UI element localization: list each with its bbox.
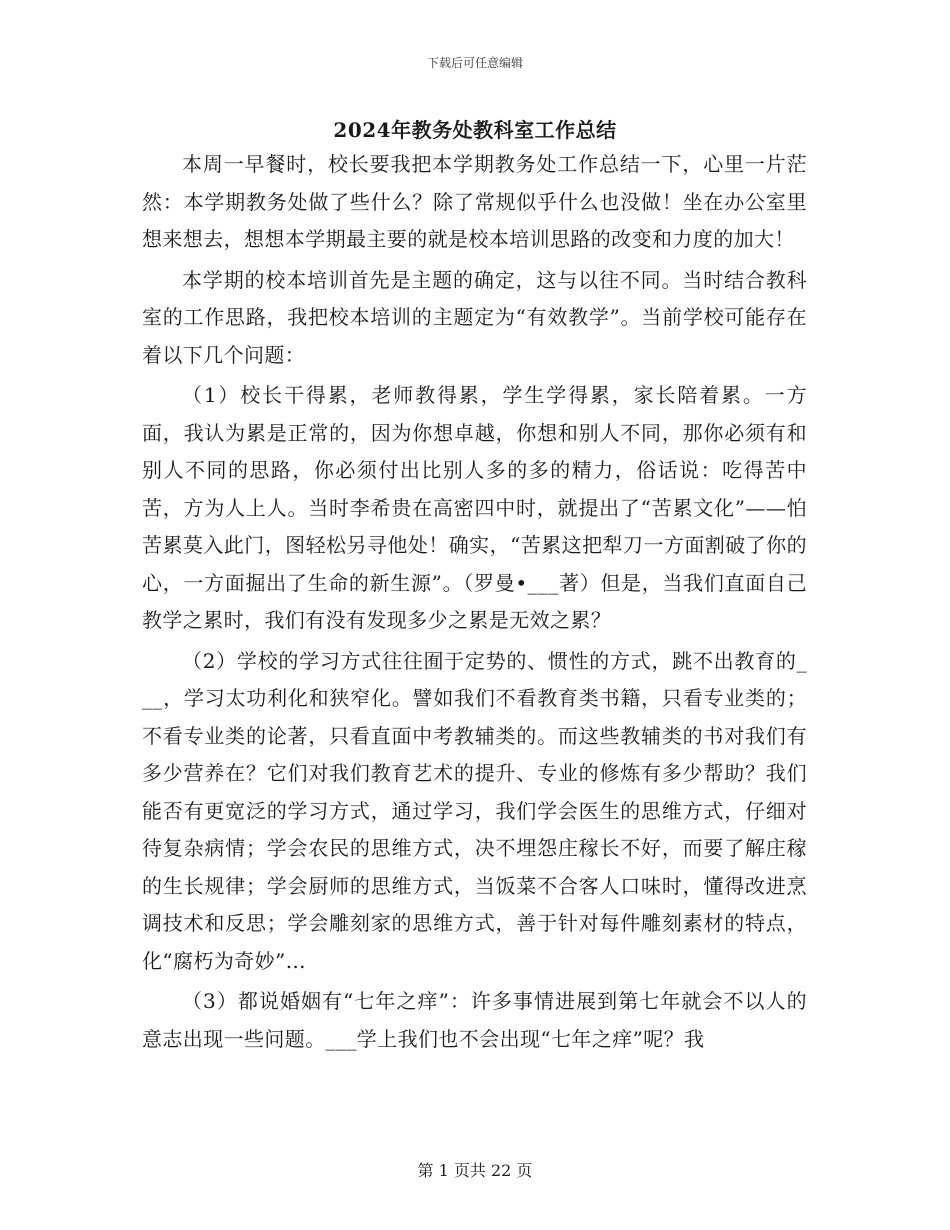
paragraph-issue-2: （2）学校的学习方式往往囿于定势的、惯性的方式，跳不出教育的___，学习太功利化和狭窄化。譬如我们不看教育类书籍，只看专业类的；不看专业类的论著，只看直面中考教辅类的。而这些教辅类的书对我们有多少营养在？它们对我们教育艺术的提升、专业的修炼有多少帮助？我们能否有更宽泛的学习方式，通过学习，我们学会医生的思维方式，仔细对待复杂病情；学会农民的思维方式，决不埋怨庄稼长不好，而要了解庄稼的生长规律；学会厨师的思维方式，当饭菜不合客人口味时，懂得改进烹调技术和反思；学会雕刻家的思维方式，善于针对每件雕刻素材的特点，化“腐朽为奇妙”… — [142, 648, 807, 973]
page-header-note: 下载后可任意编辑 — [426, 56, 523, 70]
document-title: 2024年教务处教科室工作总结 — [333, 118, 617, 142]
page-number: 第 1 页共 22 页 — [417, 1161, 533, 1180]
document-body — [142, 146, 807, 1061]
paragraph-issue-1: （1）校长干得累，老师教得累，学生学得累，家长陪着累。一方面，我认为累是正常的，因为你想卓越，你想和别人不同，那你必须有和别人不同的思路，你必须付出比别人多的多的精力，俗话说：吃得苦中苦，方为人上人。当时李希贵在高密四中时，就提出了“苦累文化”——怕苦累莫入此门，图轻松另寻他处！确实，“苦累这把犁刀一方面割破了你的心，一方面掘出了生命的新生源”。（罗曼•___著）但是，当我们直面自己教学之累时，我们有没有发现多少之累是无效之累？ — [142, 383, 807, 632]
paragraph-intro: 本周一早餐时，校长要我把本学期教务处工作总结一下，心里一片茫然：本学期教务处做了些什么？除了常规似乎什么也没做！坐在办公室里想来想去，想想本学期最主要的就是校本培训思路的改变和力度的加大！ — [142, 152, 807, 251]
paragraph-theme: 本学期的校本培训首先是主题的确定，这与以往不同。当时结合教科室的工作思路，我把校本培训的主题定为“有效教学”。当前学校可能存在着以下几个问题： — [142, 267, 807, 367]
paragraph-issue-3: （3）都说婚姻有“七年之痒”：许多事情进展到第七年就会不以人的意志出现一些问题。___学上我们也不会出现“七年之痒”呢？我 — [142, 989, 807, 1051]
